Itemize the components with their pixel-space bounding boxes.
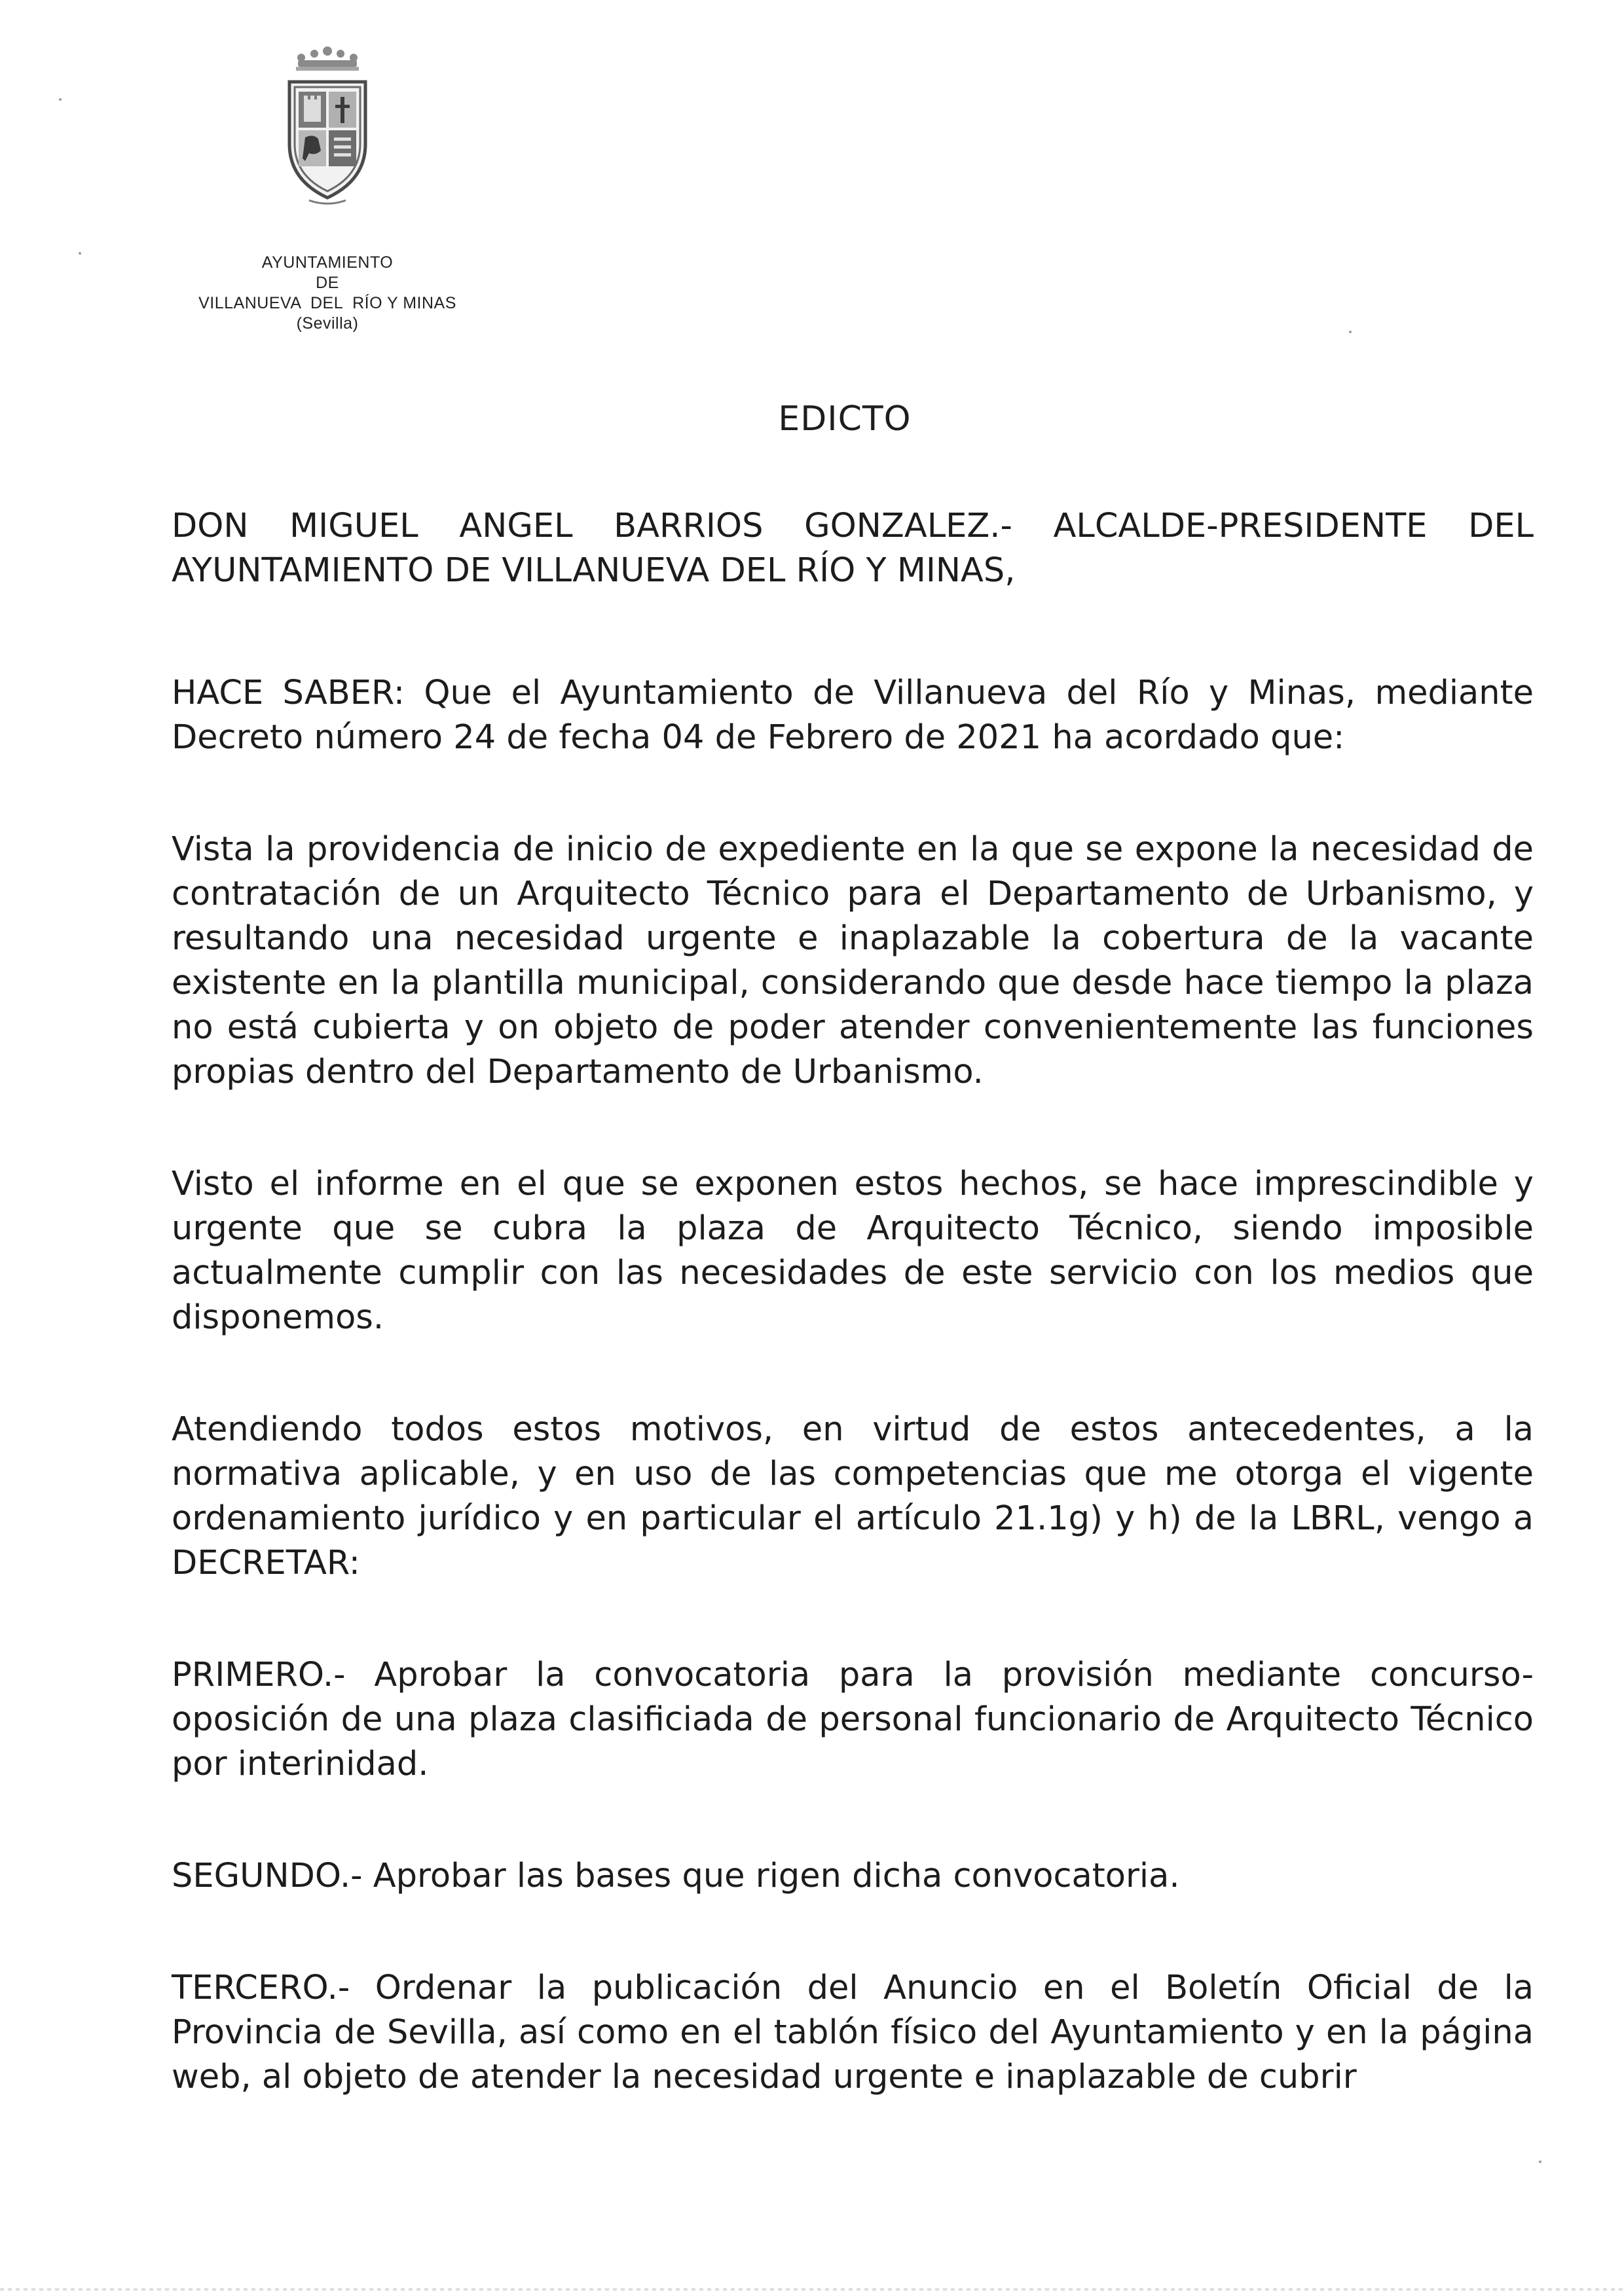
paragraph-visto-informe: Visto el informe en el que se exponen estos hechos, se hace imprescindible y urgente que se cubra la plaza de Arquitecto Técnico, siendo imposible actualmente cumplir con las necesidades de este servicio con los medios que disponemos. — [172, 1165, 1534, 1337]
paragraph-vista-providencia: Vista la providencia de inicio de expediente en la que se expone la necesidad de contratación de un Arquitecto Técnico para el Departamento de Urbanismo, y resultando una necesidad urgente e inaplazable la cobertura de la vacante existente en la plantilla municipal, considerando que desde hace tiempo la plaza no está cubierta y on objeto de poder atender convenientemente las funciones propias dentro del Departamento de Urbanismo. — [172, 830, 1534, 1091]
paragraph-hace-saber: HACE SABER: Que el Ayuntamiento de Villanueva del Río y Minas, mediante Decreto número 24 de fecha 04 de Febrero de 2021 ha acordado que: — [172, 674, 1534, 757]
document-title: EDICTO — [778, 399, 912, 439]
paragraph-tercero: TERCERO.- Ordenar la publicación del Anuncio en el Boletín Oficial de la Provincia de Sevilla, así como en el tablón físico del Ayuntamiento y en la página web, al objeto de atender la necesidad urgente e inaplazable de cubrir — [172, 1969, 1534, 2096]
paragraph-mayor: DON MIGUEL ANGEL BARRIOS GONZALEZ.- ALCALDE-PRESIDENTE DEL AYUNTAMIENTO DE VILLANUEVA DEL RÍO Y MINAS, — [172, 507, 1534, 590]
scan-speck — [79, 252, 81, 255]
paragraph-segundo: SEGUNDO.- Aprobar las bases que rigen dicha convocatoria. — [172, 1857, 1180, 1895]
letterhead-line-2: DE — [316, 274, 339, 292]
paragraph-atendiendo: Atendiendo todos estos motivos, en virtud de estos antecedentes, a la normativa aplicable, y en uso de las competencias que me otorga el vigente ordenamiento jurídico y en particular el artículo 21.1g) y h) de la LBRL, vengo a DECRETAR: — [172, 1410, 1534, 1582]
scan-edge — [0, 2288, 1624, 2291]
letterhead-line-3: VILLANUEVA DEL RÍO Y MINAS — [198, 294, 456, 312]
scan-speck — [1349, 331, 1352, 333]
scan-speck — [59, 98, 62, 101]
letterhead — [151, 46, 504, 334]
letterhead-line-4: (Sevilla) — [296, 314, 359, 333]
letterhead-line-1: AYUNTAMIENTO — [261, 253, 394, 272]
coat-of-arms-icon — [275, 46, 380, 210]
paragraph-primero: PRIMERO.- Aprobar la convocatoria para la provisión mediante concurso-oposición de una plaza clasificiada de personal funcionario de Arquitecto Técnico por interinidad. — [172, 1656, 1534, 1783]
scan-speck — [1539, 2160, 1541, 2163]
document-body — [172, 504, 1534, 2100]
